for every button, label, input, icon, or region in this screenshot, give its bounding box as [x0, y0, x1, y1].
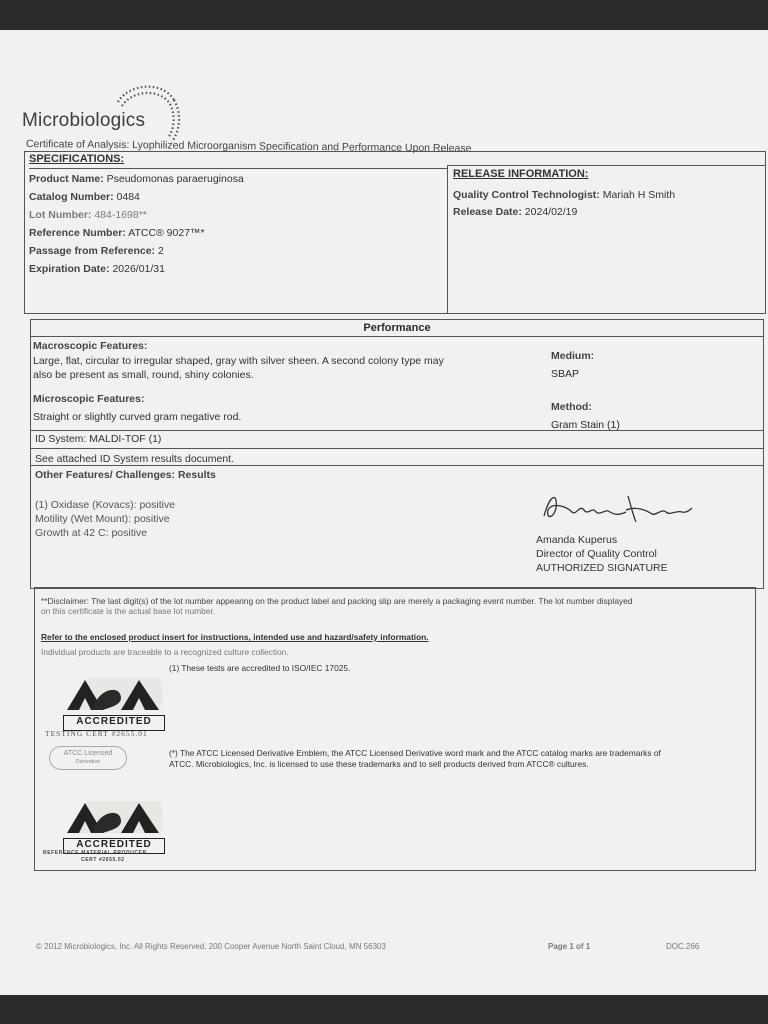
- performance-divider: [31, 448, 763, 449]
- accredited-label: ACCREDITED: [63, 715, 165, 731]
- spec-label: Product Name:: [29, 173, 104, 185]
- certificate-page: [0, 30, 768, 995]
- specifications-box: [24, 151, 766, 314]
- spec-value: 484-1698**: [94, 209, 147, 221]
- medium-label-text: Medium:: [551, 350, 595, 362]
- performance-box: [30, 319, 764, 589]
- spec-label: Reference Number:: [29, 227, 126, 239]
- spec-label: Expiration Date:: [29, 263, 110, 275]
- result-item: (1) Oxidase (Kovacs): positive: [35, 499, 176, 511]
- spec-row-catalog: [29, 188, 244, 206]
- disclaimer-line-1: **Disclaimer: The last digit(s) of the lot number appearing on the product label and packing slip are merely a packaging event number. The lot number displayed: [41, 596, 633, 606]
- release-heading: RELEASE INFORMATION:: [453, 168, 589, 180]
- specifications-list: [29, 170, 244, 278]
- reference-material-producer: REFERENCE MATERIAL PRODUCER: [43, 850, 147, 856]
- microscopic-heading: [33, 390, 144, 408]
- signature-block: [536, 533, 668, 575]
- macroscopic-label: Macroscopic Features:: [33, 340, 148, 352]
- release-technologist-value: Mariah H Smith: [602, 189, 676, 201]
- a2la-reference-logo: [63, 801, 165, 854]
- release-section: [447, 165, 765, 313]
- signer-title: Director of Quality Control: [536, 548, 657, 560]
- atcc-licensed-sub: Derivative: [75, 759, 101, 765]
- trademark-line-1: (*) The ATCC Licensed Derivative Emblem, the ATCC Licensed Derivative word mark and the ATCC catalog marks are trademarks of: [169, 748, 661, 758]
- microscopic-value: Straight or slightly curved gram negative rod.: [33, 411, 242, 423]
- footer-page: Page 1 of 1: [548, 942, 591, 951]
- other-features-heading: [35, 466, 216, 484]
- spec-value: 0484: [116, 191, 140, 203]
- a2la-accredited-logo: [63, 678, 165, 731]
- spec-value: 2: [157, 245, 164, 257]
- spec-row-expiration: [29, 260, 244, 278]
- performance-title: Performance: [363, 322, 431, 334]
- company-logo-text: Microbiologics: [22, 110, 146, 131]
- release-date: [453, 203, 577, 221]
- disclaimer-box: [34, 587, 756, 871]
- spec-row-passage: [29, 242, 244, 260]
- medium-value: SBAP: [551, 368, 580, 380]
- microscopic-label: Microscopic Features:: [33, 393, 145, 405]
- specifications-divider: [29, 168, 447, 169]
- spec-label: Passage from Reference:: [29, 245, 156, 257]
- method-value: Gram Stain (1): [551, 419, 620, 431]
- result-item: Motility (Wet Mount): positive: [35, 513, 170, 525]
- other-features-label: Other Features/ Challenges: Results: [35, 469, 216, 481]
- atcc-licensed-emblem: [49, 746, 127, 770]
- refer-insert-text: Refer to the enclosed product insert for instructions, intended use and hazard/safety information.: [41, 632, 429, 642]
- a2la-logo-icon: [63, 678, 163, 710]
- id-system: ID System: MALDI-TOF (1): [35, 433, 162, 445]
- atcc-licensed-label: ATCC Licensed: [63, 750, 113, 757]
- macroscopic-line-1: Large, flat, circular to irregular shaped, gray with silver sheen. A second colony type may: [33, 355, 444, 367]
- a2la-logo-icon: [63, 801, 163, 833]
- release-technologist: [453, 186, 675, 204]
- spec-label: Lot Number:: [29, 209, 92, 221]
- signature-image: [536, 488, 696, 528]
- disclaimer-line-2: on this certificate is the actual base lot number.: [41, 606, 216, 616]
- macroscopic-heading: [33, 337, 147, 355]
- spec-label: Catalog Number:: [29, 191, 114, 203]
- accredited-label-2: ACCREDITED: [63, 838, 165, 854]
- spec-value: 2026/01/31: [112, 263, 165, 275]
- iso-accredited-note: (1) These tests are accredited to ISO/IEC 17025.: [169, 663, 351, 673]
- release-date-label: Release Date:: [453, 206, 522, 218]
- spec-row-product: [29, 170, 244, 188]
- footer-doc-number: DOC.266: [666, 942, 700, 951]
- spec-row-reference: [29, 224, 244, 242]
- method-label: [551, 398, 592, 416]
- medium-label: [551, 347, 594, 365]
- spec-row-lot: [29, 206, 244, 224]
- traceable-text: Individual products are traceable to a recognized culture collection.: [41, 647, 289, 657]
- results-list: [35, 498, 175, 540]
- specifications-heading: SPECIFICATIONS:: [29, 153, 125, 165]
- certificate-title: Certificate of Analysis: Lyophilized Microorganism Specification and Performance Upon Release: [25, 138, 472, 155]
- reference-cert: CERT #2655.02: [81, 857, 125, 863]
- authorized-signature: AUTHORIZED SIGNATURE: [536, 562, 668, 574]
- method-label-text: Method:: [551, 401, 592, 413]
- disclaimer-text: [41, 596, 632, 616]
- id-note: See attached ID System results document.: [35, 453, 235, 465]
- trademark-text: [169, 748, 661, 770]
- macroscopic-text: [33, 354, 444, 382]
- footer-copyright: © 2012 Microbiologics, Inc. All Rights Reserved. 200 Cooper Avenue North Saint Cloud, MN 56303: [36, 942, 386, 951]
- result-item: Growth at 42 C: positive: [35, 527, 148, 539]
- spec-value: Pseudomonas paraeruginosa: [106, 173, 244, 185]
- signer-name: Amanda Kuperus: [536, 534, 618, 546]
- release-date-value: 2024/02/19: [524, 206, 578, 218]
- specifications-section: [25, 152, 447, 313]
- spec-value: ATCC® 9027™*: [128, 227, 205, 239]
- release-technologist-label: Quality Control Technologist:: [453, 189, 600, 201]
- testing-cert: TESTING CERT #2655.01: [45, 729, 148, 738]
- macroscopic-line-2: also be present as small, round, shiny colonies.: [33, 369, 254, 381]
- trademark-line-2: ATCC. Microbiologics, Inc. is licensed to use these trademarks and to sell products derived from ATCC® cultures.: [169, 759, 589, 769]
